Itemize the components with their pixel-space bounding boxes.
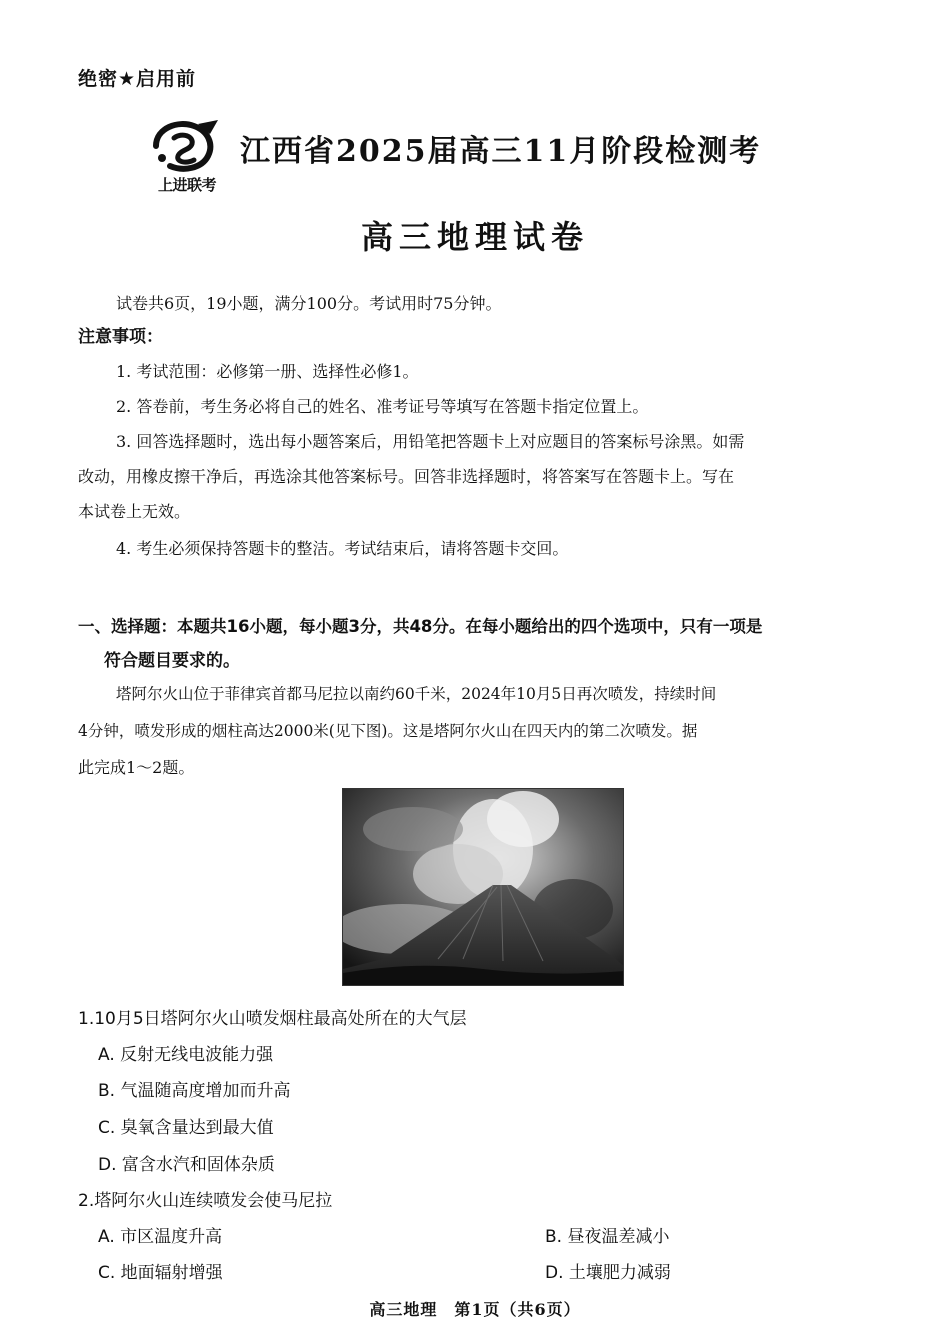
note-item: 4. 考生必须保持答题卡的整洁。考试结束后，请将答题卡交回。 bbox=[116, 539, 569, 558]
question-option: C. 地面辐射增强 bbox=[98, 1263, 223, 1283]
note-item: 1. 考试范围：必修第一册、选择性必修1。 bbox=[116, 362, 419, 381]
note-item: 本试卷上无效。 bbox=[78, 502, 191, 521]
volcano-photo bbox=[342, 788, 624, 986]
question-option: A. 反射无线电波能力强 bbox=[98, 1045, 274, 1065]
passage-line: 4分钟，喷发形成的烟柱高达2000米(见下图)。这是塔阿尔火山在四天内的第二次喷发。据 bbox=[78, 722, 698, 740]
passage-line: 塔阿尔火山位于菲律宾首都马尼拉以南约60千米，2024年10月5日再次喷发，持续时间 bbox=[116, 685, 717, 703]
logo-text: 上进联考 bbox=[157, 176, 216, 194]
subject-title: 高三地理试卷 bbox=[360, 218, 589, 256]
question-option: A. 市区温度升高 bbox=[98, 1227, 223, 1247]
exam-intro: 试卷共6页，19小题，满分100分。考试用时75分钟。 bbox=[116, 294, 502, 313]
notes-heading: 注意事项： bbox=[78, 327, 163, 347]
note-item: 改动，用橡皮擦干净后，再选涂其他答案标号。回答非选择题时，将答案写在答题卡上。写在 bbox=[78, 467, 735, 486]
section-heading bbox=[78, 610, 898, 678]
exam-title: 江西省2025届高三11月阶段检测考 bbox=[240, 134, 762, 169]
exam-logo bbox=[148, 118, 226, 198]
section-heading-line: 符合题目要求的。 bbox=[104, 651, 240, 671]
confidential-label: 绝密★启用前 bbox=[78, 68, 197, 90]
volcano-eruption-image bbox=[343, 789, 624, 986]
logo-emblem-icon bbox=[148, 118, 226, 174]
note-item: 2. 答卷前，考生务必将自己的姓名、准考证号等填写在答题卡指定位置上。 bbox=[116, 397, 649, 416]
question-option: D. 土壤肥力减弱 bbox=[545, 1263, 671, 1283]
question-option: B. 气温随高度增加而升高 bbox=[98, 1081, 291, 1101]
question-option: C. 臭氧含量达到最大值 bbox=[98, 1118, 274, 1138]
note-item: 3. 回答选择题时，选出每小题答案后，用铅笔把答题卡上对应题目的答案标号涂黑。如需 bbox=[116, 432, 745, 451]
page-footer: 高三地理 第1页（共6页） bbox=[369, 1300, 581, 1319]
question-stem: 2.塔阿尔火山连续喷发会使马尼拉 bbox=[78, 1191, 333, 1211]
question-stem: 1.10月5日塔阿尔火山喷发烟柱最高处所在的大气层 bbox=[78, 1009, 467, 1029]
question-option: B. 昼夜温差减小 bbox=[545, 1227, 670, 1247]
passage-line: 此完成1～2题。 bbox=[78, 758, 195, 777]
section-heading-line: 一、选择题：本题共16小题，每小题3分，共48分。在每小题给出的四个选项中，只有一项是 bbox=[78, 617, 763, 636]
question-option: D. 富含水汽和固体杂质 bbox=[98, 1155, 275, 1175]
